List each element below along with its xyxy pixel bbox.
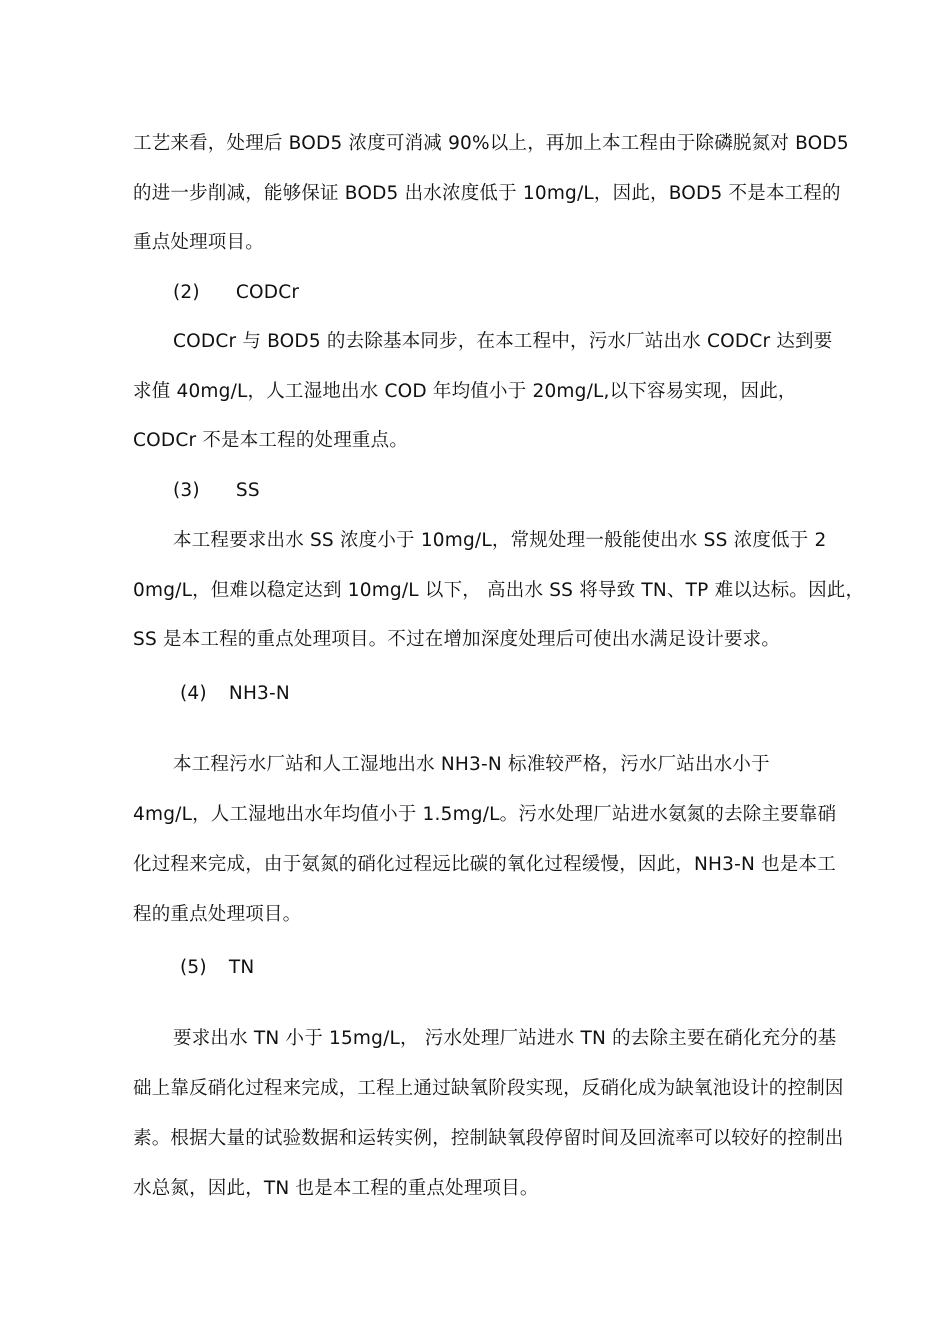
paragraph-line: 素。根据大量的试验数据和运转实例，控制缺氧段停留时间及回流率可以较好的控制出 xyxy=(133,1128,844,1149)
paragraph-line: 础上靠反硝化过程来完成，工程上通过缺氧阶段实现，反硝化成为缺氧池设计的控制因 xyxy=(133,1078,844,1099)
section-title: NH3-N xyxy=(228,683,290,704)
paragraph-line: 本工程要求出水 SS 浓度小于 10mg/L，常规处理一般能使出水 SS 浓度低于 2 xyxy=(173,530,827,551)
section-title: CODCr xyxy=(235,282,300,303)
paragraph-line: 重点处理项目。 xyxy=(133,232,264,253)
section-heading-codcr xyxy=(173,281,299,305)
paragraph-line: 4mg/L，人工湿地出水年均值小于 1.5mg/L。污水处理厂站进水氨氮的去除主要靠硝 xyxy=(133,804,837,825)
section-title: SS xyxy=(235,480,260,501)
paragraph-line: 本工程污水厂站和人工湿地出水 NH3-N 标准较严格，污水厂站出水小于 xyxy=(173,754,770,775)
section-heading-ss xyxy=(173,479,260,503)
paragraph-line: SS 是本工程的重点处理项目。不过在增加深度处理后可使出水满足设计要求。 xyxy=(133,629,781,650)
paragraph-line: 要求出水 TN 小于 15mg/L， 污水处理厂站进水 TN 的去除主要在硝化充分的基 xyxy=(173,1028,837,1049)
section-number: (3) xyxy=(173,480,200,501)
section-heading-tn xyxy=(180,956,254,980)
paragraph-line: 的进一步削减，能够保证 BOD5 出水浓度低于 10mg/L，因此，BOD5 不是本工程的 xyxy=(133,183,841,204)
paragraph-line: 0mg/L，但难以稳定达到 10mg/L 以下， 高出水 SS 将导致 TN、TP 难以达标。因此， xyxy=(133,580,865,601)
paragraph-line: CODCr 不是本工程的处理重点。 xyxy=(133,430,409,451)
paragraph-line: 工艺来看，处理后 BOD5 浓度可消减 90%以上，再加上本工程由于除磷脱氮对 BOD5 xyxy=(133,133,849,154)
paragraph-line: 求值 40mg/L，人工湿地出水 COD 年均值小于 20mg/L,以下容易实现，因此， xyxy=(133,381,797,402)
paragraph-line: 水总氮，因此，TN 也是本工程的重点处理项目。 xyxy=(133,1178,539,1199)
paragraph-line: CODCr 与 BOD5 的去除基本同步，在本工程中，污水厂站出水 CODCr 达到要 xyxy=(173,331,833,352)
section-number: (4) xyxy=(180,683,207,704)
paragraph-line: 化过程来完成，由于氨氮的硝化过程远比碳的氧化过程缓慢，因此，NH3-N 也是本工 xyxy=(133,854,836,875)
paragraph-line: 程的重点处理项目。 xyxy=(133,904,302,925)
section-title: TN xyxy=(228,957,255,978)
section-number: (2) xyxy=(173,282,200,303)
section-heading-nh3n xyxy=(180,682,290,706)
section-number: (5) xyxy=(180,957,207,978)
